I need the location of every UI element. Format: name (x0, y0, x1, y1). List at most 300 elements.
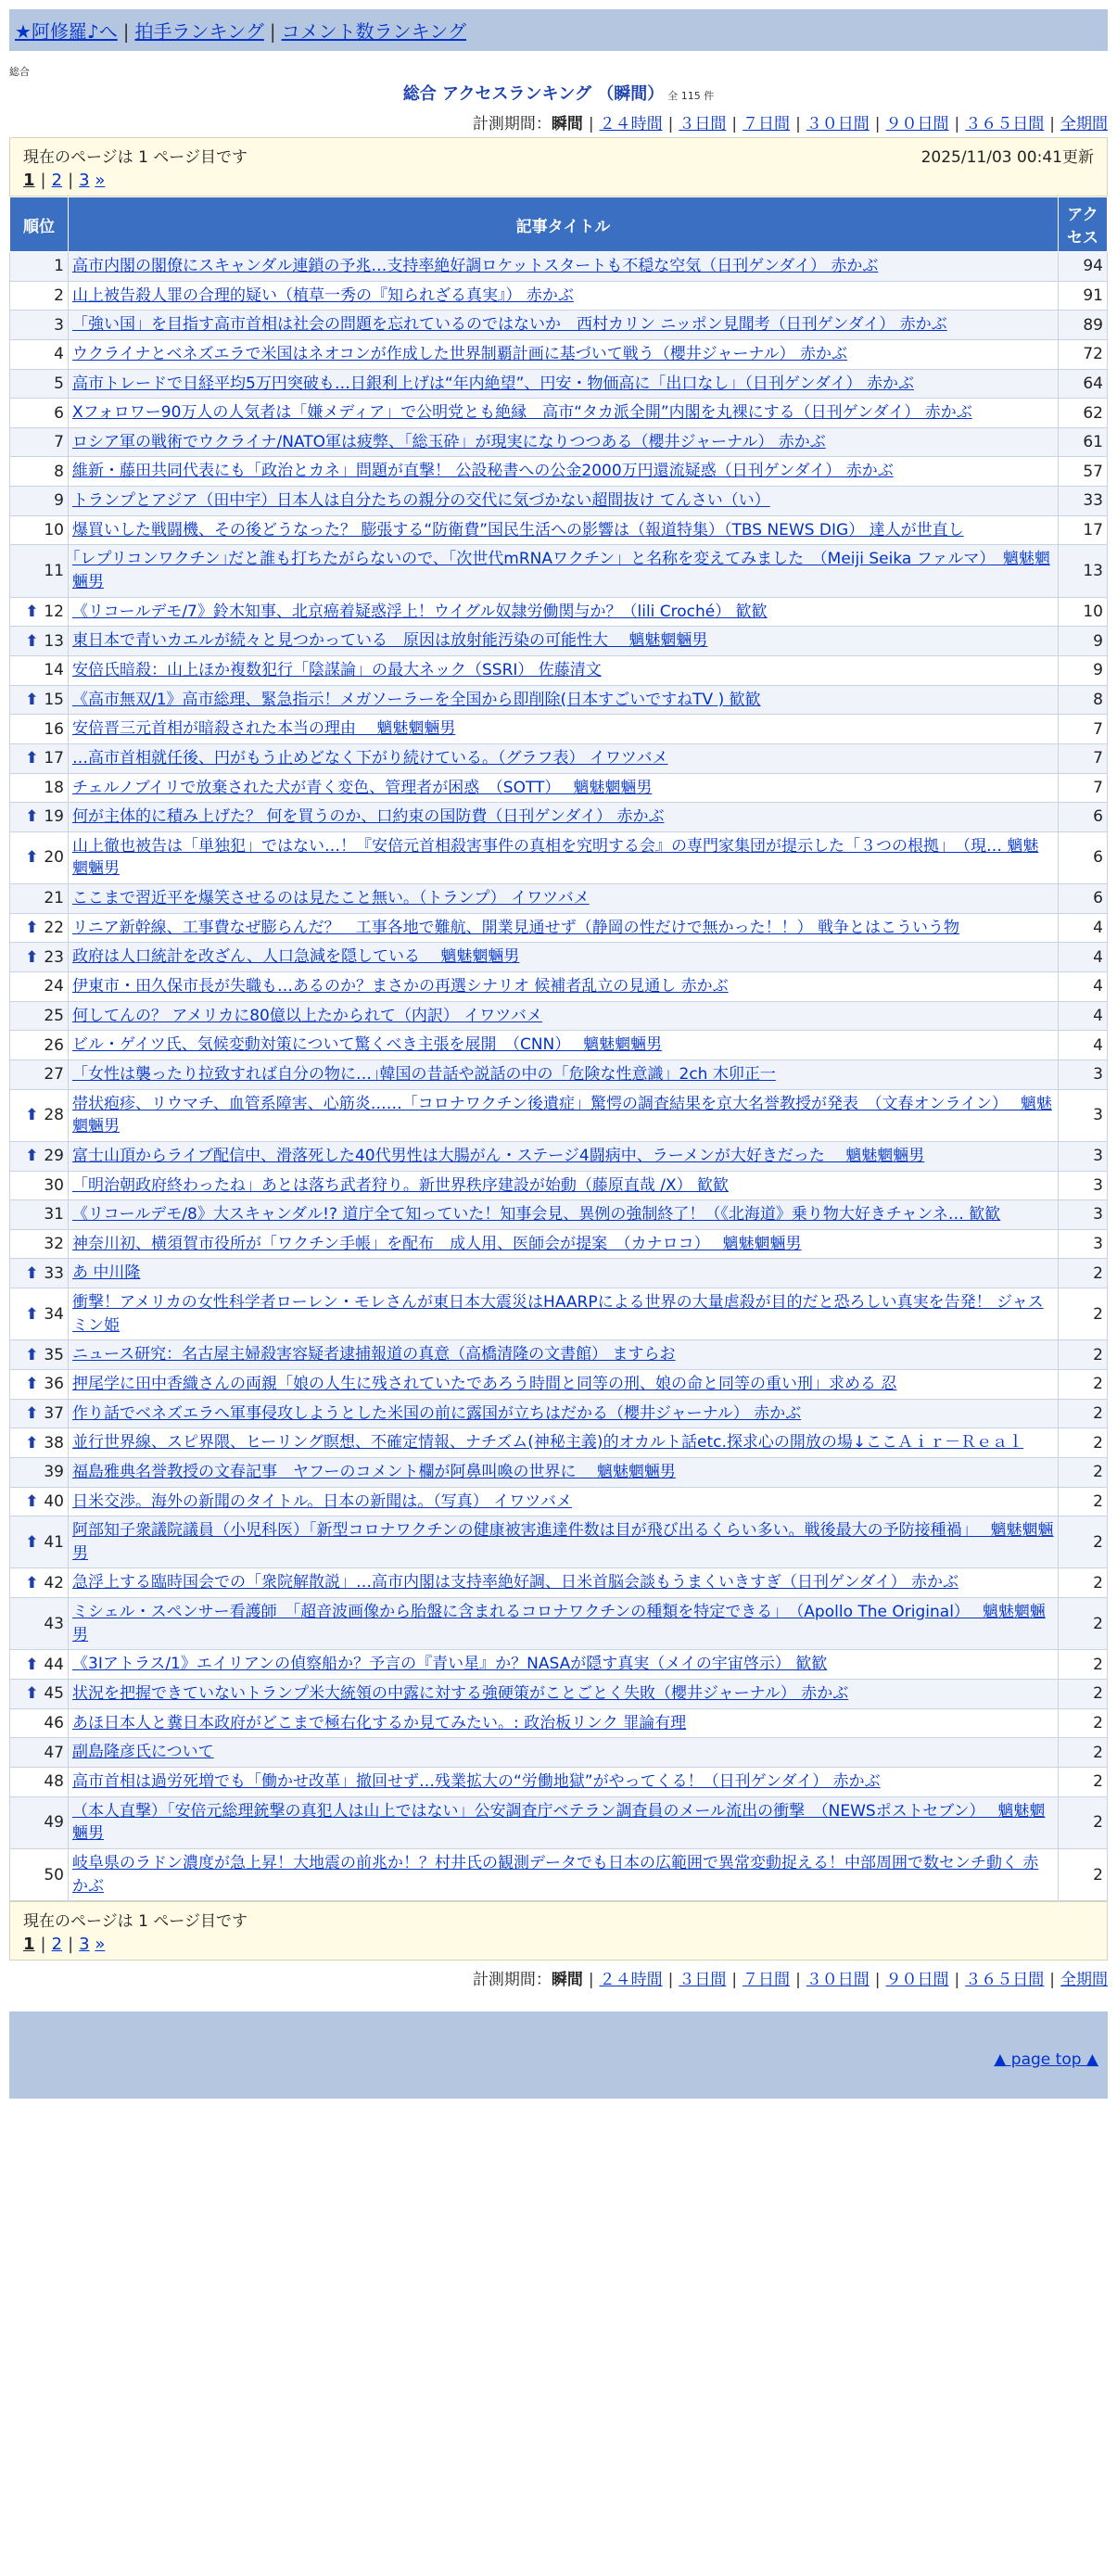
footer-bar (9, 2011, 1108, 2099)
table-row (10, 743, 1108, 773)
rank-cell (10, 1369, 69, 1399)
access-count: 7 (1059, 715, 1108, 744)
article-link[interactable]: 「明治朝政府終わったね」あとは落ち武者狩り。新世界秩序建設が始動（藤原直哉 /X） 歓歓 (72, 1175, 730, 1195)
article-link[interactable]: 伊東市・田久保市長が失職も…あるのか？まさかの再選シナリオ 候補者乱立の見通し 赤かぶ (72, 977, 729, 996)
table-row (10, 457, 1108, 487)
article-link[interactable]: 岐阜県のラドン濃度が急上昇！大地震の前兆か！？村井氏の観測データでも日本の広範囲で異常変動捉える！中部周囲で数センチ動く 赤かぶ (72, 1853, 1039, 1896)
rank-cell (10, 1738, 69, 1768)
table-row (10, 803, 1108, 832)
rank-cell (10, 1399, 69, 1428)
article-link[interactable]: 「強い国」を目指す高市首相は社会の問題を忘れているのではないか 西村カリン ニッポン見聞考（日刊ゲンダイ） 赤かぶ (72, 315, 947, 335)
table-row (10, 1229, 1108, 1259)
table-row (10, 1796, 1108, 1848)
rank-number: 47 (44, 1743, 64, 1762)
rank-cell (10, 913, 69, 943)
rank-cell (10, 1200, 69, 1230)
pager-top (9, 137, 1108, 197)
rank-up-arrow-icon: ⬆ (25, 1684, 44, 1704)
rank-number: 46 (44, 1713, 64, 1732)
title-cell (69, 1516, 1059, 1568)
title-cell (69, 545, 1059, 597)
rank-number: 2 (54, 286, 64, 305)
period-link[interactable]: ７日間 (743, 1971, 791, 1990)
period-separator: | (731, 115, 738, 133)
rank-cell (10, 1288, 69, 1340)
rank-number: 20 (44, 848, 64, 868)
article-link[interactable]: 帯状疱疹、リウマチ、血管系障害、心筋炎……「コロナワクチン後遺症」驚愕の調査結果を京大名誉教授が発表 （文春オンライン） 魑魅魍魎男 (72, 1094, 1052, 1136)
table-row (10, 1340, 1108, 1370)
period-current: 瞬間 (551, 115, 583, 133)
rank-cell (10, 627, 69, 656)
title-cell (69, 773, 1059, 803)
table-row (10, 715, 1108, 744)
article-link[interactable]: 状況を把握できていないトランプ米大統領の中露に対する強硬策がことごとく失敗（櫻井ジャーナル） 赤かぶ (72, 1684, 849, 1704)
nav-separator: | (122, 20, 130, 43)
article-link[interactable]: 阿部知子衆議院議員（小児科医）「新型コロナワクチンの健康被害進達件数は目が飛び出るくらい多い。戦後最大の予防接種禍」 魑魅魍魎男 (72, 1521, 1054, 1563)
rank-up-arrow-icon: ⬆ (25, 947, 44, 967)
article-link[interactable]: ロシア軍の戦術でウクライナ/NATO軍は疲弊、「総玉砕」が現実になりつつある（櫻井ジャーナル） 赤かぶ (72, 432, 826, 451)
next-page-link[interactable]: » (95, 171, 106, 190)
rank-cell (10, 252, 69, 282)
comment-ranking-link[interactable]: コメント数ランキング (281, 20, 467, 43)
period-label: 計測期間： (472, 1971, 552, 1990)
table-row (10, 1487, 1108, 1516)
access-count: 2 (1059, 1650, 1108, 1680)
rank-number: 26 (44, 1035, 64, 1055)
access-count: 4 (1059, 943, 1108, 972)
rank-cell (10, 773, 69, 803)
table-row (10, 1516, 1108, 1568)
rank-number: 33 (44, 1263, 64, 1283)
title-cell (69, 1848, 1059, 1900)
access-count: 13 (1059, 545, 1108, 597)
table-row (10, 831, 1108, 883)
current-page-text-bottom: 現在のページは 1 ページ目です (23, 1912, 248, 1932)
access-count: 17 (1059, 515, 1108, 545)
period-separator: | (954, 1971, 960, 1990)
title-cell (69, 487, 1059, 516)
access-count: 2 (1059, 1340, 1108, 1370)
rank-cell (10, 1796, 69, 1848)
article-link[interactable]: 《高市無双/1》高市総理、緊急指示！メガソーラーを全国から即削除(日本すごいですねTV ) 歓歓 (72, 690, 761, 709)
rank-cell (10, 1516, 69, 1568)
table-row (10, 1650, 1108, 1680)
table-row (10, 339, 1108, 369)
title-cell (69, 1598, 1059, 1650)
access-count: 6 (1059, 831, 1108, 883)
rank-cell (10, 743, 69, 773)
period-link[interactable]: 全期間 (1060, 115, 1108, 133)
article-link[interactable]: 副島隆彦氏について (72, 1743, 214, 1762)
access-count: 2 (1059, 1288, 1108, 1340)
rank-number: 18 (44, 778, 64, 797)
table-row (10, 685, 1108, 715)
rank-number: 30 (44, 1175, 64, 1195)
title-cell (69, 743, 1059, 773)
page-link[interactable]: 3 (79, 171, 90, 190)
access-count: 89 (1059, 311, 1108, 340)
table-row (10, 972, 1108, 1002)
rank-cell (10, 1487, 69, 1516)
rank-number: 4 (54, 345, 64, 364)
period-separator: | (795, 1971, 801, 1990)
period-link[interactable]: ２４時間 (599, 1971, 663, 1990)
rank-cell (10, 884, 69, 914)
access-count: 2 (1059, 1428, 1108, 1458)
title-cell (69, 1141, 1059, 1171)
title-cell (69, 1796, 1059, 1848)
article-link[interactable]: 山上徹也被告は「単独犯」ではない…！『安倍元首相殺害事件の真相を究明する会』の専門家集団が提示した「３つの根拠」 （現… 魑魅魍魎男 (72, 836, 1039, 879)
table-row (10, 1171, 1108, 1200)
article-link[interactable]: 安倍氏暗殺：山上ほか複数犯行「陰謀論」の最大ネック（SSRI） 佐藤清文 (72, 660, 602, 679)
rank-number: 32 (44, 1235, 64, 1254)
rank-number: 28 (44, 1106, 64, 1125)
rank-cell (10, 597, 69, 627)
article-link[interactable]: 衝撃！アメリカの女性科学者ローレン・モレさんが東日本大震災はHAARPによる世界の大量虐殺が目的だと恐ろしい真実を告発！ ジャスミン姫 (72, 1293, 1044, 1335)
access-count: 4 (1059, 1031, 1108, 1060)
article-link[interactable]: ミシェル・スペンサー看護師 「超音波画像から胎盤に含まれるコロナワクチンの種類を特定できる」 （Apollo The Original） 魑魅魍魎男 (72, 1603, 1046, 1644)
period-separator: | (874, 115, 881, 133)
table-row (10, 1767, 1108, 1796)
access-count: 3 (1059, 1060, 1108, 1089)
rank-number: 23 (44, 947, 64, 967)
access-count: 3 (1059, 1200, 1108, 1230)
access-count: 9 (1059, 627, 1108, 656)
table-row (10, 1259, 1108, 1288)
rank-cell (10, 1457, 69, 1487)
rank-up-arrow-icon: ⬆ (25, 1304, 44, 1324)
title-cell (69, 457, 1059, 487)
asyura-home-link[interactable]: ★阿修羅♪へ (15, 20, 118, 43)
title-cell (69, 884, 1059, 914)
title-cell (69, 1487, 1059, 1516)
table-row (10, 1001, 1108, 1031)
rank-number: 25 (44, 1006, 64, 1025)
rank-number: 13 (44, 631, 64, 651)
rank-number: 44 (44, 1655, 64, 1674)
table-row (10, 1089, 1108, 1141)
title-cell (69, 1399, 1059, 1428)
rank-number: 45 (44, 1684, 64, 1704)
rank-number: 12 (44, 603, 64, 621)
article-link[interactable]: ここまで習近平を爆笑させるのは見たこと無い。（トランプ） イワツバメ (72, 889, 590, 908)
rank-cell (10, 487, 69, 516)
title-cell (69, 627, 1059, 656)
article-link[interactable]: 安倍晋三元首相が暗殺された本当の理由 魑魅魍魎男 (72, 719, 456, 739)
period-link[interactable]: ３０日間 (806, 1971, 869, 1990)
rank-up-arrow-icon: ⬆ (25, 1491, 44, 1511)
access-count: 2 (1059, 1369, 1108, 1399)
title-cell (69, 1568, 1059, 1598)
table-row (10, 427, 1108, 457)
article-link[interactable]: 福島雅典名誉教授の文春記事 ヤフーのコメント欄が阿鼻叫喚の世界に 魑魅魍魎男 (72, 1462, 676, 1481)
access-count: 3 (1059, 1089, 1108, 1141)
article-link[interactable]: 高市トレードで日経平均5万円突破も…日銀利上げは“年内絶望”、円安・物価高に「出口なし」（日刊ゲンダイ） 赤かぶ (72, 374, 914, 393)
rank-cell (10, 515, 69, 545)
table-row (10, 773, 1108, 803)
applause-ranking-link[interactable]: 拍手ランキング (134, 20, 264, 43)
rank-number: 34 (44, 1304, 64, 1324)
article-link[interactable]: ニュース研究：名古屋主婦殺害容疑者逮捕報道の真意（高橋清隆の文書館） ますらお (72, 1345, 676, 1364)
period-current: 瞬間 (551, 1971, 583, 1990)
rank-cell (10, 545, 69, 597)
article-link[interactable]: 高市内閣の閣僚にスキャンダル連鎖の予兆…支持率絶好調ロケットスタートも不穏な空気（日刊ゲンダイ） 赤かぶ (72, 257, 879, 275)
period-link[interactable]: ９０日間 (885, 1971, 949, 1990)
article-link[interactable]: 東日本で青いカエルが続々と見つかっている 原因は放射能汚染の可能性大 魑魅魍魎男 (72, 631, 708, 651)
period-link[interactable]: ３６５日間 (965, 1971, 1045, 1990)
article-link[interactable]: チェルノブイリで放棄された犬が青く変色、管理者が困惑 （SOTT） 魑魅魍魎男 (72, 778, 653, 797)
table-row (10, 1031, 1108, 1060)
article-link[interactable]: 押尾学に田中香織さんの両親「娘の人生に残されていたであろう時間と同等の刑、娘の命と同等の重い刑」求める 忍 (72, 1374, 897, 1393)
page-link[interactable]: 3 (79, 1935, 90, 1955)
page-link[interactable]: 2 (51, 171, 63, 190)
article-link[interactable]: トランプとアジア（田中宇）日本人は自分たちの親分の交代に気づかない超間抜け てんさい（い） (72, 491, 770, 511)
table-row (10, 1141, 1108, 1171)
rank-number: 43 (44, 1614, 64, 1633)
page-separator: | (68, 171, 74, 190)
rank-cell (10, 1568, 69, 1598)
rank-cell (10, 1141, 69, 1171)
rank-cell (10, 1001, 69, 1031)
period-link[interactable]: ９０日間 (885, 115, 949, 133)
rank-number: 24 (44, 977, 64, 996)
article-link[interactable]: 《リコールデモ/8》大スキャンダル!? 道庁全て知っていた！知事会見、異例の強制終了！（《北海道》乗り物大好きチャンネ… 歓歓 (72, 1205, 1001, 1225)
rank-cell (10, 281, 69, 311)
rank-number: 48 (44, 1772, 64, 1792)
rank-number: 9 (54, 491, 64, 511)
rank-number: 10 (44, 521, 64, 540)
title-cell (69, 369, 1059, 399)
title-cell (69, 1708, 1059, 1738)
table-row (10, 281, 1108, 311)
rank-up-arrow-icon: ⬆ (25, 1655, 44, 1674)
article-link[interactable]: ウクライナとベネズエラで米国はネオコンが作成した世界制覇計画に基づいて戦う（櫻井ジャーナル） 赤かぶ (72, 344, 848, 363)
rank-number: 7 (54, 433, 64, 452)
article-link[interactable]: 何してんの？ アメリカに80億以上たかられて（内訳） イワツバメ (72, 1006, 542, 1025)
top-nav-bar (9, 9, 1108, 51)
article-link[interactable]: あほ日本人と糞日本政府がどこまで極右化するか見てみたい。: 政治板リンク 罪論有理 (72, 1713, 687, 1732)
article-link[interactable]: 維新・藤田共同代表にも「政治とカネ」問題が直撃！ 公設秘書への公金2000万円還流疑惑（日刊ゲンダイ） 赤かぶ (72, 462, 894, 481)
access-count: 6 (1059, 884, 1108, 914)
page-title: 総合 アクセスランキング （瞬間） (402, 84, 665, 104)
access-count: 4 (1059, 972, 1108, 1002)
access-count: 2 (1059, 1848, 1108, 1900)
article-link[interactable]: 「女性は襲ったり拉致すれば自分の物に…｣韓国の昔話や説話の中の「危険な性意識」2ch 木卯正一 (72, 1064, 776, 1084)
rank-number: 31 (44, 1205, 64, 1225)
access-count: 2 (1059, 1457, 1108, 1487)
article-link[interactable]: ｢レプリコンワクチン｣だと誰も打ちたがらないので、「次世代mRNAワクチン」と名称を変えてみました （Meiji Seika ファルマ） 魑魅魍魎男 (72, 550, 1050, 592)
table-row (10, 515, 1108, 545)
table-row (10, 1060, 1108, 1089)
access-count: 2 (1059, 1516, 1108, 1568)
rank-number: 8 (54, 462, 64, 481)
article-link[interactable]: ビル・ゲイツ氏、気候変動対策について驚くべき主張を展開 （CNN） 魑魅魍魎男 (72, 1035, 663, 1055)
access-count: 2 (1059, 1738, 1108, 1768)
title-cell (69, 1001, 1059, 1031)
ranking-table (9, 197, 1108, 1901)
access-header: アクセス (1059, 197, 1108, 252)
rank-number: 11 (44, 562, 64, 581)
article-link[interactable]: あ 中川隆 (72, 1263, 141, 1283)
rank-up-arrow-icon: ⬆ (25, 1532, 44, 1552)
period-link[interactable]: 全期間 (1060, 1971, 1108, 1990)
rank-up-arrow-icon: ⬆ (25, 807, 44, 827)
access-count: 2 (1059, 1598, 1108, 1650)
category-label: 総合 (9, 66, 30, 78)
article-link[interactable]: （本人直撃）「安倍元総理銃撃の真犯人は山上ではない」公安調査庁ベテラン調査員のメール流出の衝撃 （NEWSポストセブン） 魑魅魍魎男 (72, 1801, 1046, 1844)
page-separator: | (40, 1935, 46, 1955)
period-link[interactable]: ３日間 (679, 115, 727, 133)
access-count: 2 (1059, 1487, 1108, 1516)
title-cell (69, 1060, 1059, 1089)
page-separator: | (40, 171, 46, 190)
title-cell (69, 399, 1059, 428)
current-page-text: 現在のページは 1 ページ目です (23, 148, 248, 167)
article-link[interactable]: Xフォロワー90万人の人気者は「嫌メディア」で公明党とも絶縁 高市“タカ派全開”内閣を丸裸にする（日刊ゲンダイ） 赤かぶ (72, 403, 972, 423)
article-link[interactable]: …高市首相就任後、円がもう止めどなく下がり続けている。（グラフ表） イワツバメ (72, 748, 668, 768)
table-row (10, 1399, 1108, 1428)
rank-up-arrow-icon: ⬆ (25, 848, 44, 868)
title-cell (69, 427, 1059, 457)
article-link[interactable]: 《リコールデモ/7》鈴木知事、北京癌着疑惑浮上！ウイグル奴隷労働関与か？（lili Croché） 歓歓 (72, 602, 768, 621)
title-cell (69, 1089, 1059, 1141)
period-separator: | (667, 115, 674, 133)
period-link[interactable]: ３０日間 (806, 115, 869, 133)
article-link[interactable]: 富士山頂からライブ配信中、滑落死した40代男性は大腸がん・ステージ4闘病中、ラーメンが大好きだった 魑魅魍魎男 (72, 1146, 925, 1165)
title-cell (69, 972, 1059, 1002)
nav-separator: | (269, 20, 276, 43)
page-top-link[interactable]: ▲ page top ▲ (994, 2050, 1098, 2070)
table-row (10, 311, 1108, 340)
title-cell (69, 1650, 1059, 1680)
article-link[interactable]: 爆買いした戦闘機、その後どうなった？ 膨張する“防衛費”国民生活への影響は（報道特集）（TBS NEWS DIG） 達人が世直し (72, 520, 964, 539)
period-separator: | (667, 1971, 674, 1990)
table-row (10, 884, 1108, 914)
rank-cell (10, 1598, 69, 1650)
page-link[interactable]: 2 (51, 1935, 63, 1955)
rank-cell (10, 1767, 69, 1796)
period-selector-top (9, 110, 1108, 133)
access-count: 62 (1059, 399, 1108, 428)
table-row (10, 545, 1108, 597)
period-label: 計測期間： (472, 115, 552, 133)
rank-number: 6 (54, 403, 64, 423)
title-cell (69, 252, 1059, 282)
table-row (10, 655, 1108, 685)
title-cell (69, 1369, 1059, 1399)
pager-bottom (9, 1901, 1108, 1961)
access-count: 6 (1059, 803, 1108, 832)
rank-cell (10, 457, 69, 487)
period-link[interactable]: ２４時間 (599, 115, 663, 133)
rank-number: 41 (44, 1532, 64, 1552)
period-separator: | (954, 115, 960, 133)
rank-up-arrow-icon: ⬆ (25, 749, 44, 768)
access-count: 2 (1059, 1568, 1108, 1598)
access-count: 61 (1059, 427, 1108, 457)
article-link[interactable]: リニア新幹線、工事費なぜ膨らんだ？ 工事各地で難航、開業見通せず（静岡の性だけで無かった！！） 戦争とはこういう物 (72, 918, 960, 937)
article-link[interactable]: 高市首相は過労死増でも「働かせ改革」撤回せず…残業拡大の“労働地獄”がやってくる！（日刊ゲンダイ） 赤かぶ (72, 1771, 881, 1791)
access-count: 2 (1059, 1259, 1108, 1288)
rank-up-arrow-icon: ⬆ (25, 1403, 44, 1423)
rank-cell (10, 831, 69, 883)
rank-number: 1 (54, 257, 64, 276)
next-page-link[interactable]: » (95, 1935, 106, 1955)
article-link[interactable]: 山上被告殺人罪の合理的疑い（植草一秀の『知られざる真実』） 赤かぶ (72, 286, 574, 305)
article-link[interactable]: 作り話でベネズエラへ軍事侵攻しようとした米国の前に露国が立ちはだかる（櫻井ジャーナル） 赤かぶ (72, 1403, 802, 1423)
period-link[interactable]: ３６５日間 (965, 115, 1045, 133)
rank-number: 16 (44, 719, 64, 739)
article-link[interactable]: 日米交渉。海外の新聞のタイトル。日本の新聞は。（写真） イワツバメ (72, 1491, 572, 1511)
access-count: 4 (1059, 913, 1108, 943)
article-link[interactable]: 政府は人口統計を改ざん、人口急減を隠している 魑魅魍魎男 (72, 947, 520, 967)
rank-number: 49 (44, 1813, 64, 1833)
rank-cell (10, 369, 69, 399)
rank-cell (10, 1650, 69, 1680)
rank-cell (10, 1031, 69, 1060)
rank-number: 15 (44, 690, 64, 709)
article-link[interactable]: 並行世界線、スピ界隈、ヒーリング瞑想、不確定情報、ナチズム(神秘主義)的オカルト話etc.探求心の開放の場↓ここＡｉｒ－Ｒｅａｌ (72, 1433, 1024, 1453)
title-cell (69, 1229, 1059, 1259)
title-cell (69, 1738, 1059, 1768)
period-link[interactable]: ３日間 (679, 1971, 727, 1990)
table-row (10, 1369, 1108, 1399)
title-cell (69, 1259, 1059, 1288)
title-cell (69, 311, 1059, 340)
access-count: 2 (1059, 1767, 1108, 1796)
article-link[interactable]: 《3Iアトラス/1》エイリアンの偵察船か？予言の『青い星』か？NASAが隠す真実（メイの宇宙啓示） 歓歓 (72, 1655, 828, 1674)
article-link[interactable]: 何が主体的に積み上げた？ 何を買うのか、口約束の国防費（日刊ゲンダイ） 赤かぶ (72, 807, 665, 827)
rank-up-arrow-icon: ⬆ (25, 1375, 44, 1394)
table-row (10, 1848, 1108, 1900)
table-row (10, 399, 1108, 428)
table-row (10, 943, 1108, 972)
rank-up-arrow-icon: ⬆ (25, 603, 44, 621)
table-row (10, 1457, 1108, 1487)
title-header: 記事タイトル (69, 197, 1059, 252)
rank-number: 14 (44, 661, 64, 680)
title-cell (69, 1171, 1059, 1200)
title-cell (69, 339, 1059, 369)
rank-number: 29 (44, 1147, 64, 1166)
article-link[interactable]: 急浮上する臨時国会での「衆院解散説」…高市内閣は支持率絶好調、日米首脳会談もうまくいきすぎ（日刊ゲンダイ） 赤かぶ (72, 1573, 959, 1593)
title-cell (69, 515, 1059, 545)
table-row (10, 1428, 1108, 1458)
table-row (10, 1708, 1108, 1738)
table-row (10, 487, 1108, 516)
period-separator: | (1049, 1971, 1055, 1990)
rank-cell (10, 803, 69, 832)
title-cell (69, 1767, 1059, 1796)
access-count: 8 (1059, 685, 1108, 715)
title-cell (69, 655, 1059, 685)
access-count: 94 (1059, 252, 1108, 282)
rank-cell (10, 1340, 69, 1370)
title-cell (69, 943, 1059, 972)
rank-number: 39 (44, 1463, 64, 1482)
article-link[interactable]: 神奈川初、横須賀市役所が「ワクチン手帳」を配布 成人用、医師会が提案 （カナロコ） 魑魅魍魎男 (72, 1234, 802, 1253)
page-current: 1 (23, 1935, 35, 1955)
rank-cell (10, 1229, 69, 1259)
rank-cell (10, 1428, 69, 1458)
table-row (10, 1288, 1108, 1340)
period-separator: | (588, 115, 594, 133)
rank-number: 37 (44, 1403, 64, 1423)
table-row (10, 1568, 1108, 1598)
total-count: 全 115 件 (667, 90, 715, 102)
period-link[interactable]: ７日間 (743, 115, 791, 133)
access-count: 72 (1059, 339, 1108, 369)
